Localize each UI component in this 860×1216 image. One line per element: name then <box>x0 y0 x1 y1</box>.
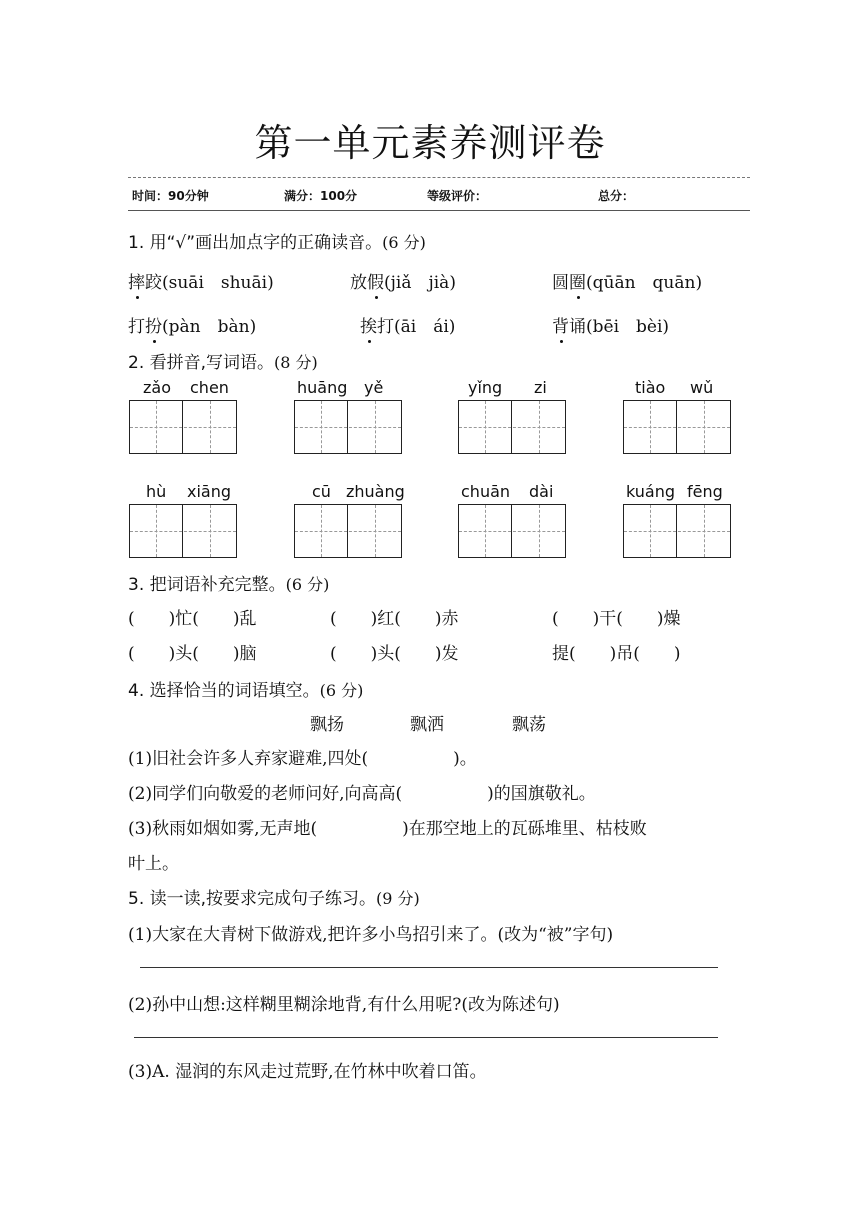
q1-item-4: 打扮(pàn bàn) <box>128 312 256 337</box>
page-title: 第一单元素养测评卷 <box>254 121 606 165</box>
q1-item-5: 挨打(āi ái) <box>360 312 455 337</box>
writing-grid[interactable] <box>458 400 566 454</box>
q4-heading: 4. 选择恰当的词语填空。(6 分) <box>128 681 364 701</box>
q1-item-3: 圆圈(qūān quān) <box>552 268 702 293</box>
pinyin-label: dài <box>529 482 554 501</box>
pinyin-label: chuān <box>461 482 511 501</box>
q1-item-6: 背诵(bēi bèi) <box>552 312 669 337</box>
info-divider <box>128 210 750 211</box>
q5-sentence-3: (3)A. 湿润的东风走过荒野,在竹林中吹着口笛。 <box>128 1062 487 1082</box>
pinyin-label: fēng <box>687 482 723 501</box>
q3-idiom-3: ( )干( )燥 <box>552 609 681 629</box>
q4-sentence-3: (3)秋雨如烟如雾,无声地( )在那空地上的瓦砾堆里、枯枝败 <box>128 819 647 839</box>
writing-grid[interactable] <box>129 400 237 454</box>
q5-sentence-2: (2)孙中山想:这样糊里糊涂地背,有什么用呢?(改为陈述句) <box>128 995 560 1015</box>
q3-idiom-5: ( )头( )发 <box>330 644 459 664</box>
pinyin-label: wǔ <box>690 378 714 397</box>
q5-heading: 5. 读一读,按要求完成句子练习。(9 分) <box>128 889 420 909</box>
q3-heading: 3. 把词语补充完整。(6 分) <box>128 575 330 595</box>
answer-line[interactable] <box>134 1037 718 1038</box>
q3-idiom-2: ( )红( )赤 <box>330 609 459 629</box>
q1-heading: 1. 用“√”画出加点字的正确读音。(6 分) <box>128 233 426 253</box>
writing-grid[interactable] <box>623 504 731 558</box>
writing-grid[interactable] <box>623 400 731 454</box>
q3-idiom-4: ( )头( )脑 <box>128 644 257 664</box>
q4-word-option: 飘荡 <box>512 715 546 735</box>
pinyin-label: xiāng <box>187 482 232 501</box>
pinyin-label: huāng <box>297 378 348 397</box>
writing-grid[interactable] <box>294 504 402 558</box>
q1-item-2: 放假(jiǎ jià) <box>350 268 456 293</box>
q4-sentence-3-continued: 叶上。 <box>128 854 179 874</box>
q3-idiom-1: ( )忙( )乱 <box>128 609 257 629</box>
pinyin-label: zhuàng <box>346 482 405 501</box>
pinyin-label: zǎo <box>143 378 171 397</box>
writing-grid[interactable] <box>294 400 402 454</box>
q4-word-option: 飘扬 <box>310 715 344 735</box>
pinyin-label: hù <box>146 482 167 501</box>
q2-heading: 2. 看拼音,写词语。(8 分) <box>128 353 318 373</box>
q4-word-option: 飘洒 <box>410 715 444 735</box>
title-divider-dashed <box>128 177 750 178</box>
info-time: 时间：90分钟 <box>132 189 209 203</box>
pinyin-label: yǐng <box>468 378 503 397</box>
q1-item-1: 摔跤(suāi shuāi) <box>128 268 274 293</box>
pinyin-label: cū <box>312 482 331 501</box>
pinyin-label: kuáng <box>626 482 676 501</box>
pinyin-label: zi <box>534 378 547 397</box>
answer-line[interactable] <box>140 967 718 968</box>
q5-sentence-1: (1)大家在大青树下做游戏,把许多小鸟招引来了。(改为“被”字句) <box>128 925 614 945</box>
pinyin-label: tiào <box>635 378 666 397</box>
q4-sentence-2: (2)同学们向敬爱的老师问好,向高高( )的国旗敬礼。 <box>128 784 596 804</box>
info-grade: 等级评价： <box>427 189 488 203</box>
q4-sentence-1: (1)旧社会许多人弃家避难,四处( )。 <box>128 749 477 769</box>
info-total: 总分： <box>598 189 635 203</box>
pinyin-label: yě <box>364 378 384 397</box>
info-full-score: 满分：100分 <box>284 189 358 203</box>
pinyin-label: chen <box>190 378 229 397</box>
q3-idiom-6: 提( )吊( ) <box>552 644 681 664</box>
writing-grid[interactable] <box>458 504 566 558</box>
writing-grid[interactable] <box>129 504 237 558</box>
